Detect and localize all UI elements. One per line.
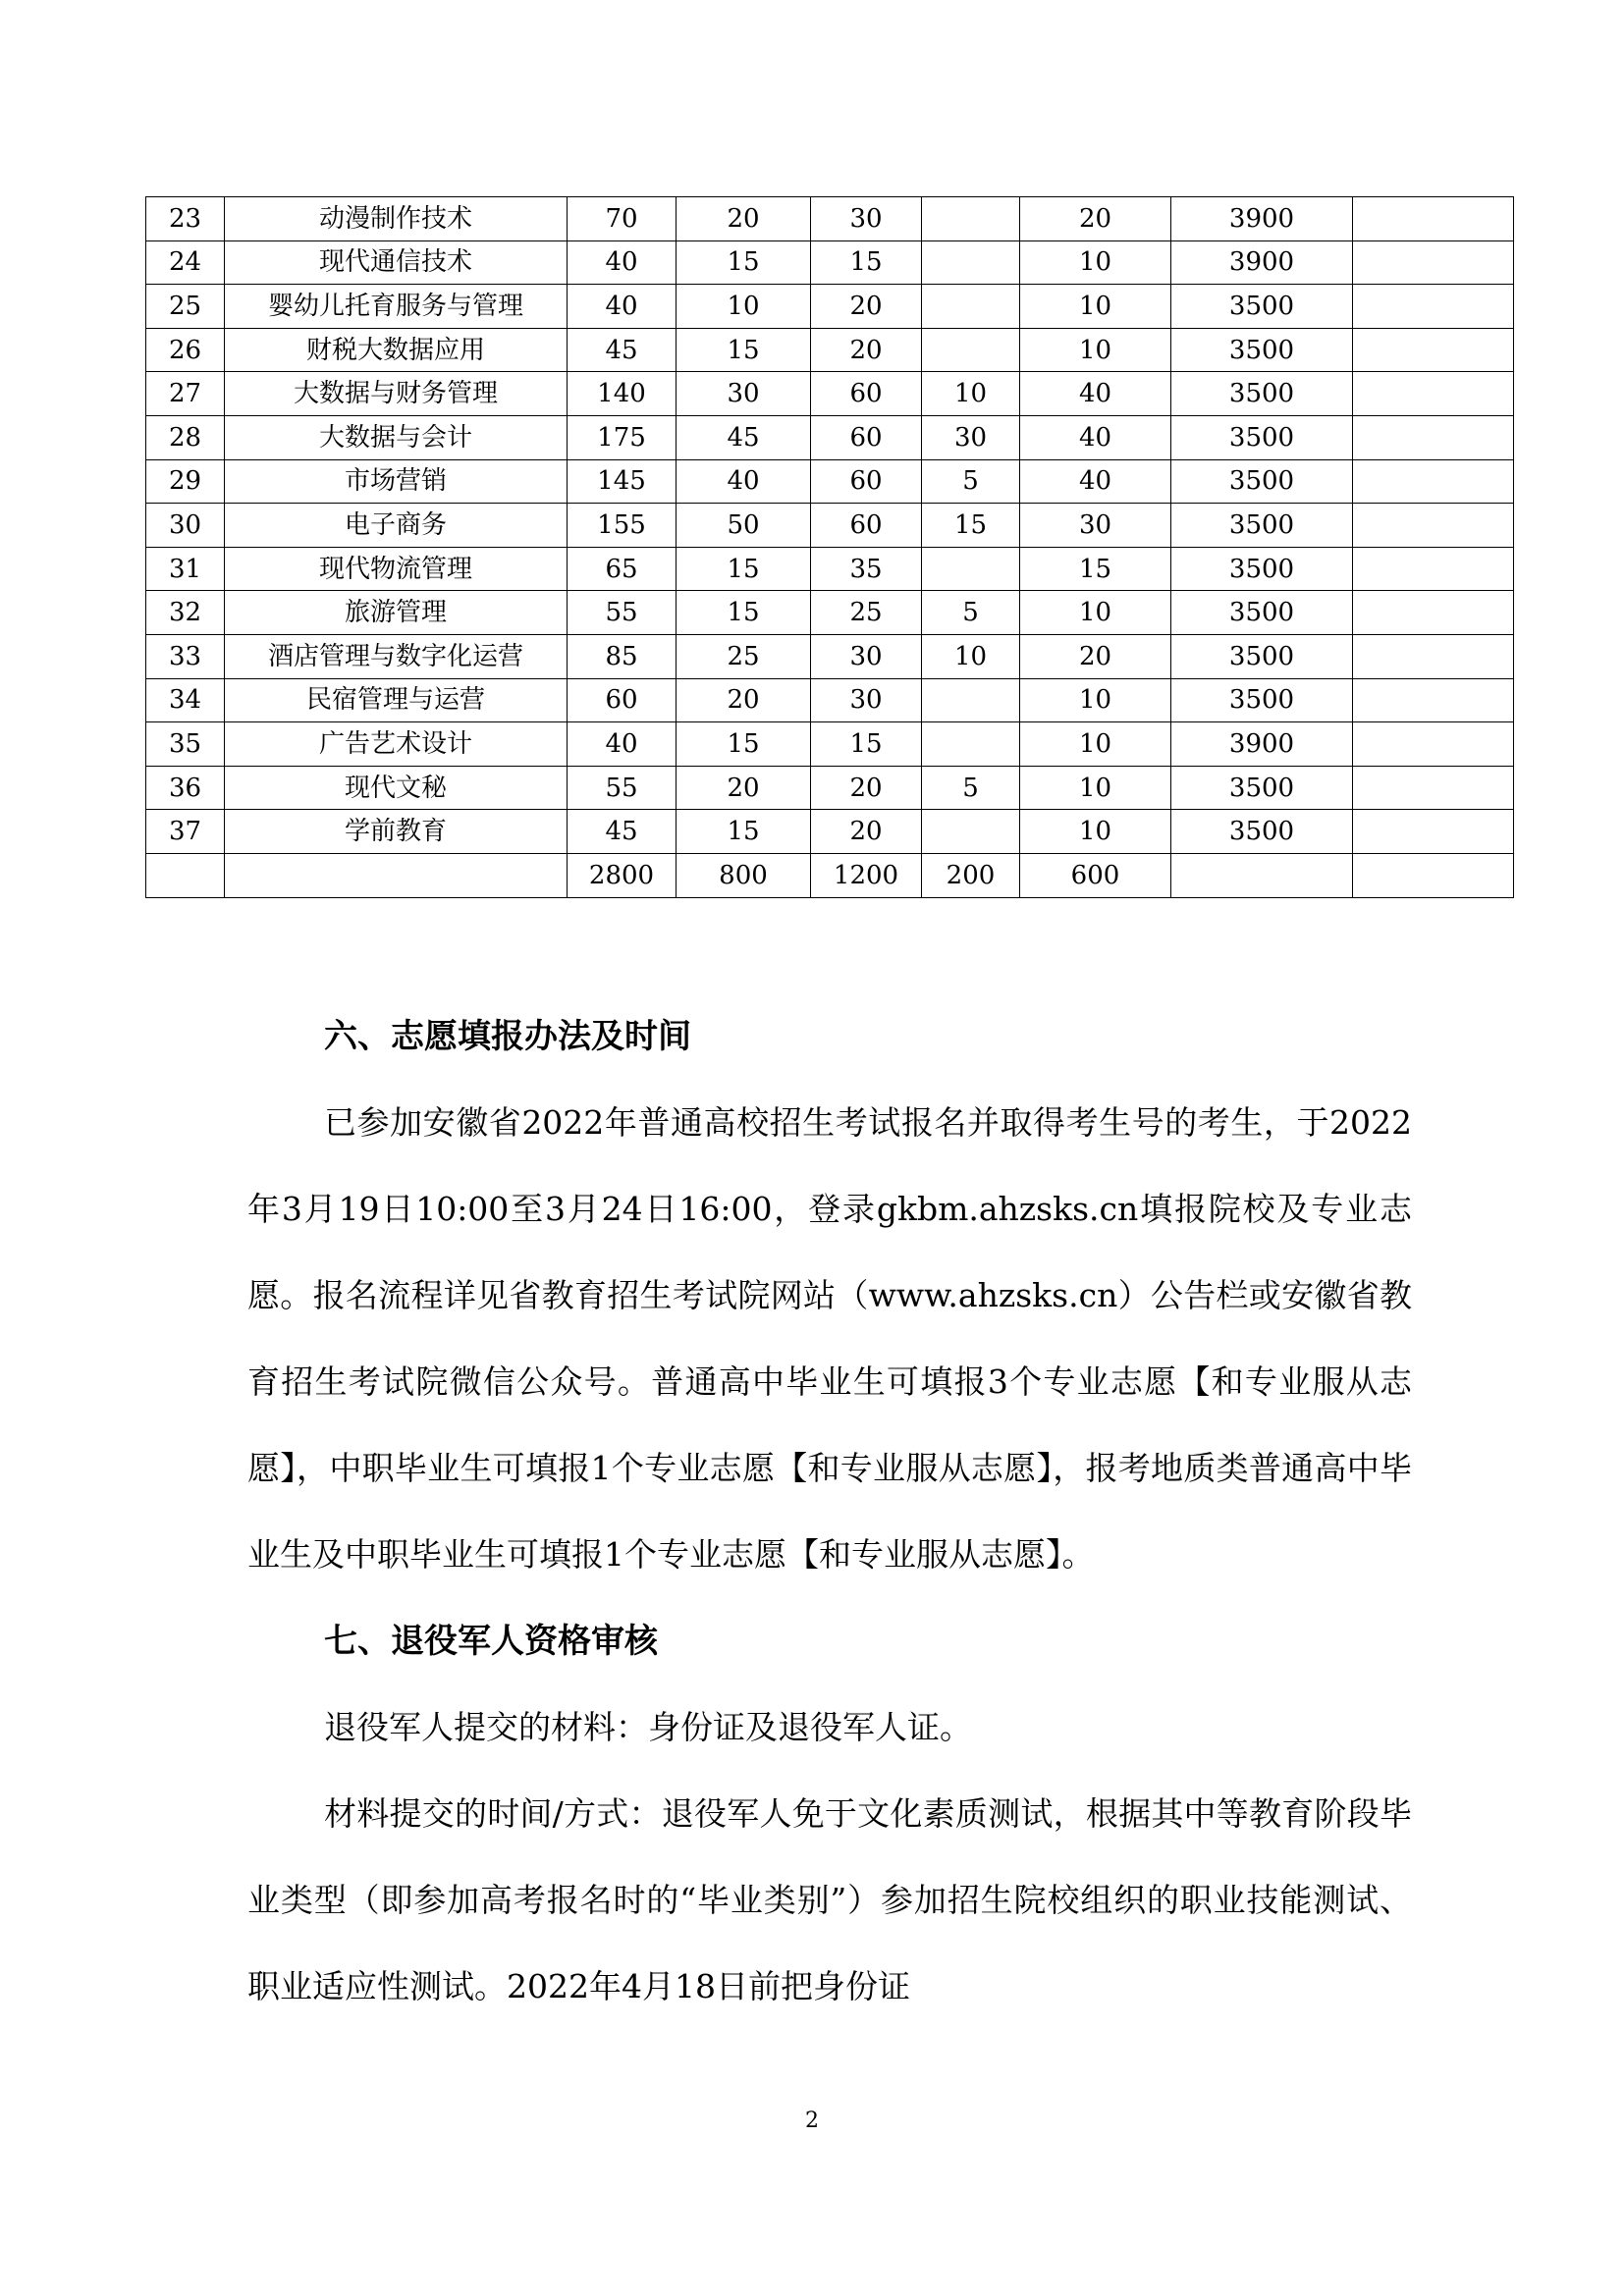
major-name-cell: 广告艺术设计	[225, 722, 568, 767]
remarks-cell	[1353, 285, 1514, 329]
tuition-cell: 3500	[1171, 547, 1353, 591]
col-7-cell: 15	[1020, 547, 1171, 591]
col-6-cell: 15	[922, 504, 1020, 548]
major-name-cell: 学前教育	[225, 810, 568, 854]
col-6-cell	[922, 197, 1020, 241]
enrollment-plan-table-body	[146, 197, 1514, 898]
col-5-cell: 60	[811, 415, 922, 459]
total-plan-cell: 140	[568, 372, 677, 416]
col-5-cell: 35	[811, 547, 922, 591]
total-plan-cell: 155	[568, 504, 677, 548]
row-number-cell: 26	[146, 328, 225, 372]
col-5-cell: 60	[811, 372, 922, 416]
table-row	[146, 766, 1514, 810]
row-number-cell: 34	[146, 678, 225, 722]
col-7-cell: 10	[1020, 285, 1171, 329]
col-5-cell: 30	[811, 634, 922, 678]
tuition-cell: 3500	[1171, 678, 1353, 722]
col-7-cell: 40	[1020, 415, 1171, 459]
major-name-cell	[225, 853, 568, 897]
tuition-cell	[1171, 853, 1353, 897]
section-6-paragraph: 已参加安徽省2022年普通高校招生考试报名并取得考生号的考生，于2022年3月19日10:00至3月24日16:00，登录gkbm.ahzsks.cn填报院校及专业志愿。报名流程详见省教育招生考试院网站（www.ahzsks.cn）公告栏或安徽省教育招生考试院微信公众号。普通高中毕业生可填报3个专业志愿【和专业服从志愿】，中职毕业生可填报1个专业志愿【和专业服从志愿】，报考地质类普通高中毕业生及中职毕业生可填报1个专业志愿【和专业服从志愿】。	[247, 1103, 1412, 1574]
col-4-cell: 15	[677, 591, 811, 635]
col-6-cell: 10	[922, 634, 1020, 678]
total-plan-cell: 65	[568, 547, 677, 591]
col-4-cell: 20	[677, 766, 811, 810]
remarks-cell	[1353, 634, 1514, 678]
col-5-cell: 25	[811, 591, 922, 635]
col-6-cell	[922, 328, 1020, 372]
col-4-cell: 20	[677, 197, 811, 241]
tuition-cell: 3500	[1171, 810, 1353, 854]
section-7-materials-paragraph: 退役军人提交的材料：身份证及退役军人证。	[324, 1708, 972, 1746]
remarks-cell	[1353, 328, 1514, 372]
col-6-cell: 5	[922, 591, 1020, 635]
table-row	[146, 328, 1514, 372]
remarks-cell	[1353, 415, 1514, 459]
major-name-cell: 婴幼儿托育服务与管理	[225, 285, 568, 329]
total-plan-cell: 55	[568, 766, 677, 810]
col-5-cell: 30	[811, 678, 922, 722]
col-7-cell: 10	[1020, 810, 1171, 854]
tuition-cell: 3900	[1171, 722, 1353, 767]
table-row	[146, 240, 1514, 285]
tuition-cell: 3500	[1171, 634, 1353, 678]
col-6-cell: 5	[922, 766, 1020, 810]
col-4-cell: 15	[677, 722, 811, 767]
col-7-cell: 20	[1020, 634, 1171, 678]
table-row	[146, 197, 1514, 241]
remarks-cell	[1353, 547, 1514, 591]
col-5-cell: 20	[811, 810, 922, 854]
col-4-cell: 800	[677, 853, 811, 897]
col-5-cell: 20	[811, 328, 922, 372]
col-6-cell: 10	[922, 372, 1020, 416]
tuition-cell: 3500	[1171, 415, 1353, 459]
enrollment-plan-table-container	[145, 196, 1513, 898]
tuition-cell: 3500	[1171, 328, 1353, 372]
table-row	[146, 547, 1514, 591]
major-name-cell: 市场营销	[225, 459, 568, 504]
row-number-cell: 24	[146, 240, 225, 285]
tuition-cell: 3500	[1171, 504, 1353, 548]
totals-row	[146, 853, 1514, 897]
major-name-cell: 财税大数据应用	[225, 328, 568, 372]
col-6-cell	[922, 722, 1020, 767]
table-row	[146, 722, 1514, 767]
section-6-heading: 六、志愿填报办法及时间	[324, 1017, 691, 1056]
total-plan-cell: 55	[568, 591, 677, 635]
row-number-cell: 32	[146, 591, 225, 635]
tuition-cell: 3500	[1171, 459, 1353, 504]
remarks-cell	[1353, 504, 1514, 548]
major-name-cell: 电子商务	[225, 504, 568, 548]
table-row	[146, 415, 1514, 459]
row-number-cell: 31	[146, 547, 225, 591]
col-7-cell: 40	[1020, 372, 1171, 416]
col-4-cell: 25	[677, 634, 811, 678]
row-number-cell: 36	[146, 766, 225, 810]
row-number-cell: 30	[146, 504, 225, 548]
col-4-cell: 45	[677, 415, 811, 459]
total-plan-cell: 2800	[568, 853, 677, 897]
col-5-cell: 15	[811, 240, 922, 285]
col-7-cell: 10	[1020, 766, 1171, 810]
remarks-cell	[1353, 372, 1514, 416]
col-5-cell: 15	[811, 722, 922, 767]
table-row	[146, 372, 1514, 416]
row-number-cell: 28	[146, 415, 225, 459]
total-plan-cell: 60	[568, 678, 677, 722]
col-4-cell: 15	[677, 810, 811, 854]
row-number-cell: 27	[146, 372, 225, 416]
col-7-cell: 10	[1020, 328, 1171, 372]
col-4-cell: 10	[677, 285, 811, 329]
major-name-cell: 现代文秘	[225, 766, 568, 810]
remarks-cell	[1353, 853, 1514, 897]
col-6-cell	[922, 240, 1020, 285]
total-plan-cell: 40	[568, 240, 677, 285]
total-plan-cell: 40	[568, 285, 677, 329]
remarks-cell	[1353, 197, 1514, 241]
col-5-cell: 1200	[811, 853, 922, 897]
major-name-cell: 民宿管理与运营	[225, 678, 568, 722]
row-number-cell	[146, 853, 225, 897]
major-name-cell: 旅游管理	[225, 591, 568, 635]
col-7-cell: 40	[1020, 459, 1171, 504]
col-5-cell: 60	[811, 504, 922, 548]
row-number-cell: 25	[146, 285, 225, 329]
col-6-cell	[922, 678, 1020, 722]
remarks-cell	[1353, 766, 1514, 810]
col-6-cell	[922, 285, 1020, 329]
col-7-cell: 10	[1020, 722, 1171, 767]
major-name-cell: 大数据与财务管理	[225, 372, 568, 416]
tuition-cell: 3900	[1171, 240, 1353, 285]
remarks-cell	[1353, 722, 1514, 767]
col-7-cell: 10	[1020, 240, 1171, 285]
col-6-cell: 200	[922, 853, 1020, 897]
col-4-cell: 15	[677, 547, 811, 591]
table-row	[146, 459, 1514, 504]
tuition-cell: 3900	[1171, 197, 1353, 241]
total-plan-cell: 40	[568, 722, 677, 767]
major-name-cell: 动漫制作技术	[225, 197, 568, 241]
col-7-cell: 10	[1020, 591, 1171, 635]
row-number-cell: 23	[146, 197, 225, 241]
document-body	[247, 993, 1412, 2030]
section-7-submission-paragraph: 材料提交的时间/方式：退役军人免于文化素质测试，根据其中等教育阶段毕业类型（即参加高考报名时的“毕业类别”）参加招生院校组织的职业技能测试、职业适应性测试。2022年4月18日前把身份证	[247, 1794, 1412, 2005]
row-number-cell: 35	[146, 722, 225, 767]
table-row	[146, 285, 1514, 329]
col-4-cell: 30	[677, 372, 811, 416]
major-name-cell: 大数据与会计	[225, 415, 568, 459]
remarks-cell	[1353, 240, 1514, 285]
table-row	[146, 634, 1514, 678]
col-5-cell: 20	[811, 285, 922, 329]
tuition-cell: 3500	[1171, 285, 1353, 329]
tuition-cell: 3500	[1171, 591, 1353, 635]
remarks-cell	[1353, 678, 1514, 722]
col-6-cell	[922, 810, 1020, 854]
table-row	[146, 678, 1514, 722]
col-7-cell: 30	[1020, 504, 1171, 548]
col-6-cell	[922, 547, 1020, 591]
col-5-cell: 20	[811, 766, 922, 810]
total-plan-cell: 45	[568, 328, 677, 372]
remarks-cell	[1353, 591, 1514, 635]
remarks-cell	[1353, 459, 1514, 504]
col-4-cell: 20	[677, 678, 811, 722]
enrollment-plan-table	[145, 196, 1514, 898]
major-name-cell: 酒店管理与数字化运营	[225, 634, 568, 678]
page-number: 2	[805, 2109, 819, 2133]
major-name-cell: 现代物流管理	[225, 547, 568, 591]
col-5-cell: 60	[811, 459, 922, 504]
row-number-cell: 37	[146, 810, 225, 854]
major-name-cell: 现代通信技术	[225, 240, 568, 285]
table-row	[146, 810, 1514, 854]
total-plan-cell: 175	[568, 415, 677, 459]
col-4-cell: 15	[677, 328, 811, 372]
total-plan-cell: 145	[568, 459, 677, 504]
col-4-cell: 15	[677, 240, 811, 285]
col-7-cell: 20	[1020, 197, 1171, 241]
tuition-cell: 3500	[1171, 766, 1353, 810]
table-row	[146, 591, 1514, 635]
table-row	[146, 504, 1514, 548]
col-7-cell: 10	[1020, 678, 1171, 722]
row-number-cell: 33	[146, 634, 225, 678]
col-6-cell: 5	[922, 459, 1020, 504]
col-4-cell: 40	[677, 459, 811, 504]
remarks-cell	[1353, 810, 1514, 854]
total-plan-cell: 45	[568, 810, 677, 854]
col-5-cell: 30	[811, 197, 922, 241]
section-7-heading: 七、退役军人资格审核	[324, 1622, 658, 1661]
col-6-cell: 30	[922, 415, 1020, 459]
total-plan-cell: 85	[568, 634, 677, 678]
total-plan-cell: 70	[568, 197, 677, 241]
row-number-cell: 29	[146, 459, 225, 504]
col-4-cell: 50	[677, 504, 811, 548]
col-7-cell: 600	[1020, 853, 1171, 897]
tuition-cell: 3500	[1171, 372, 1353, 416]
